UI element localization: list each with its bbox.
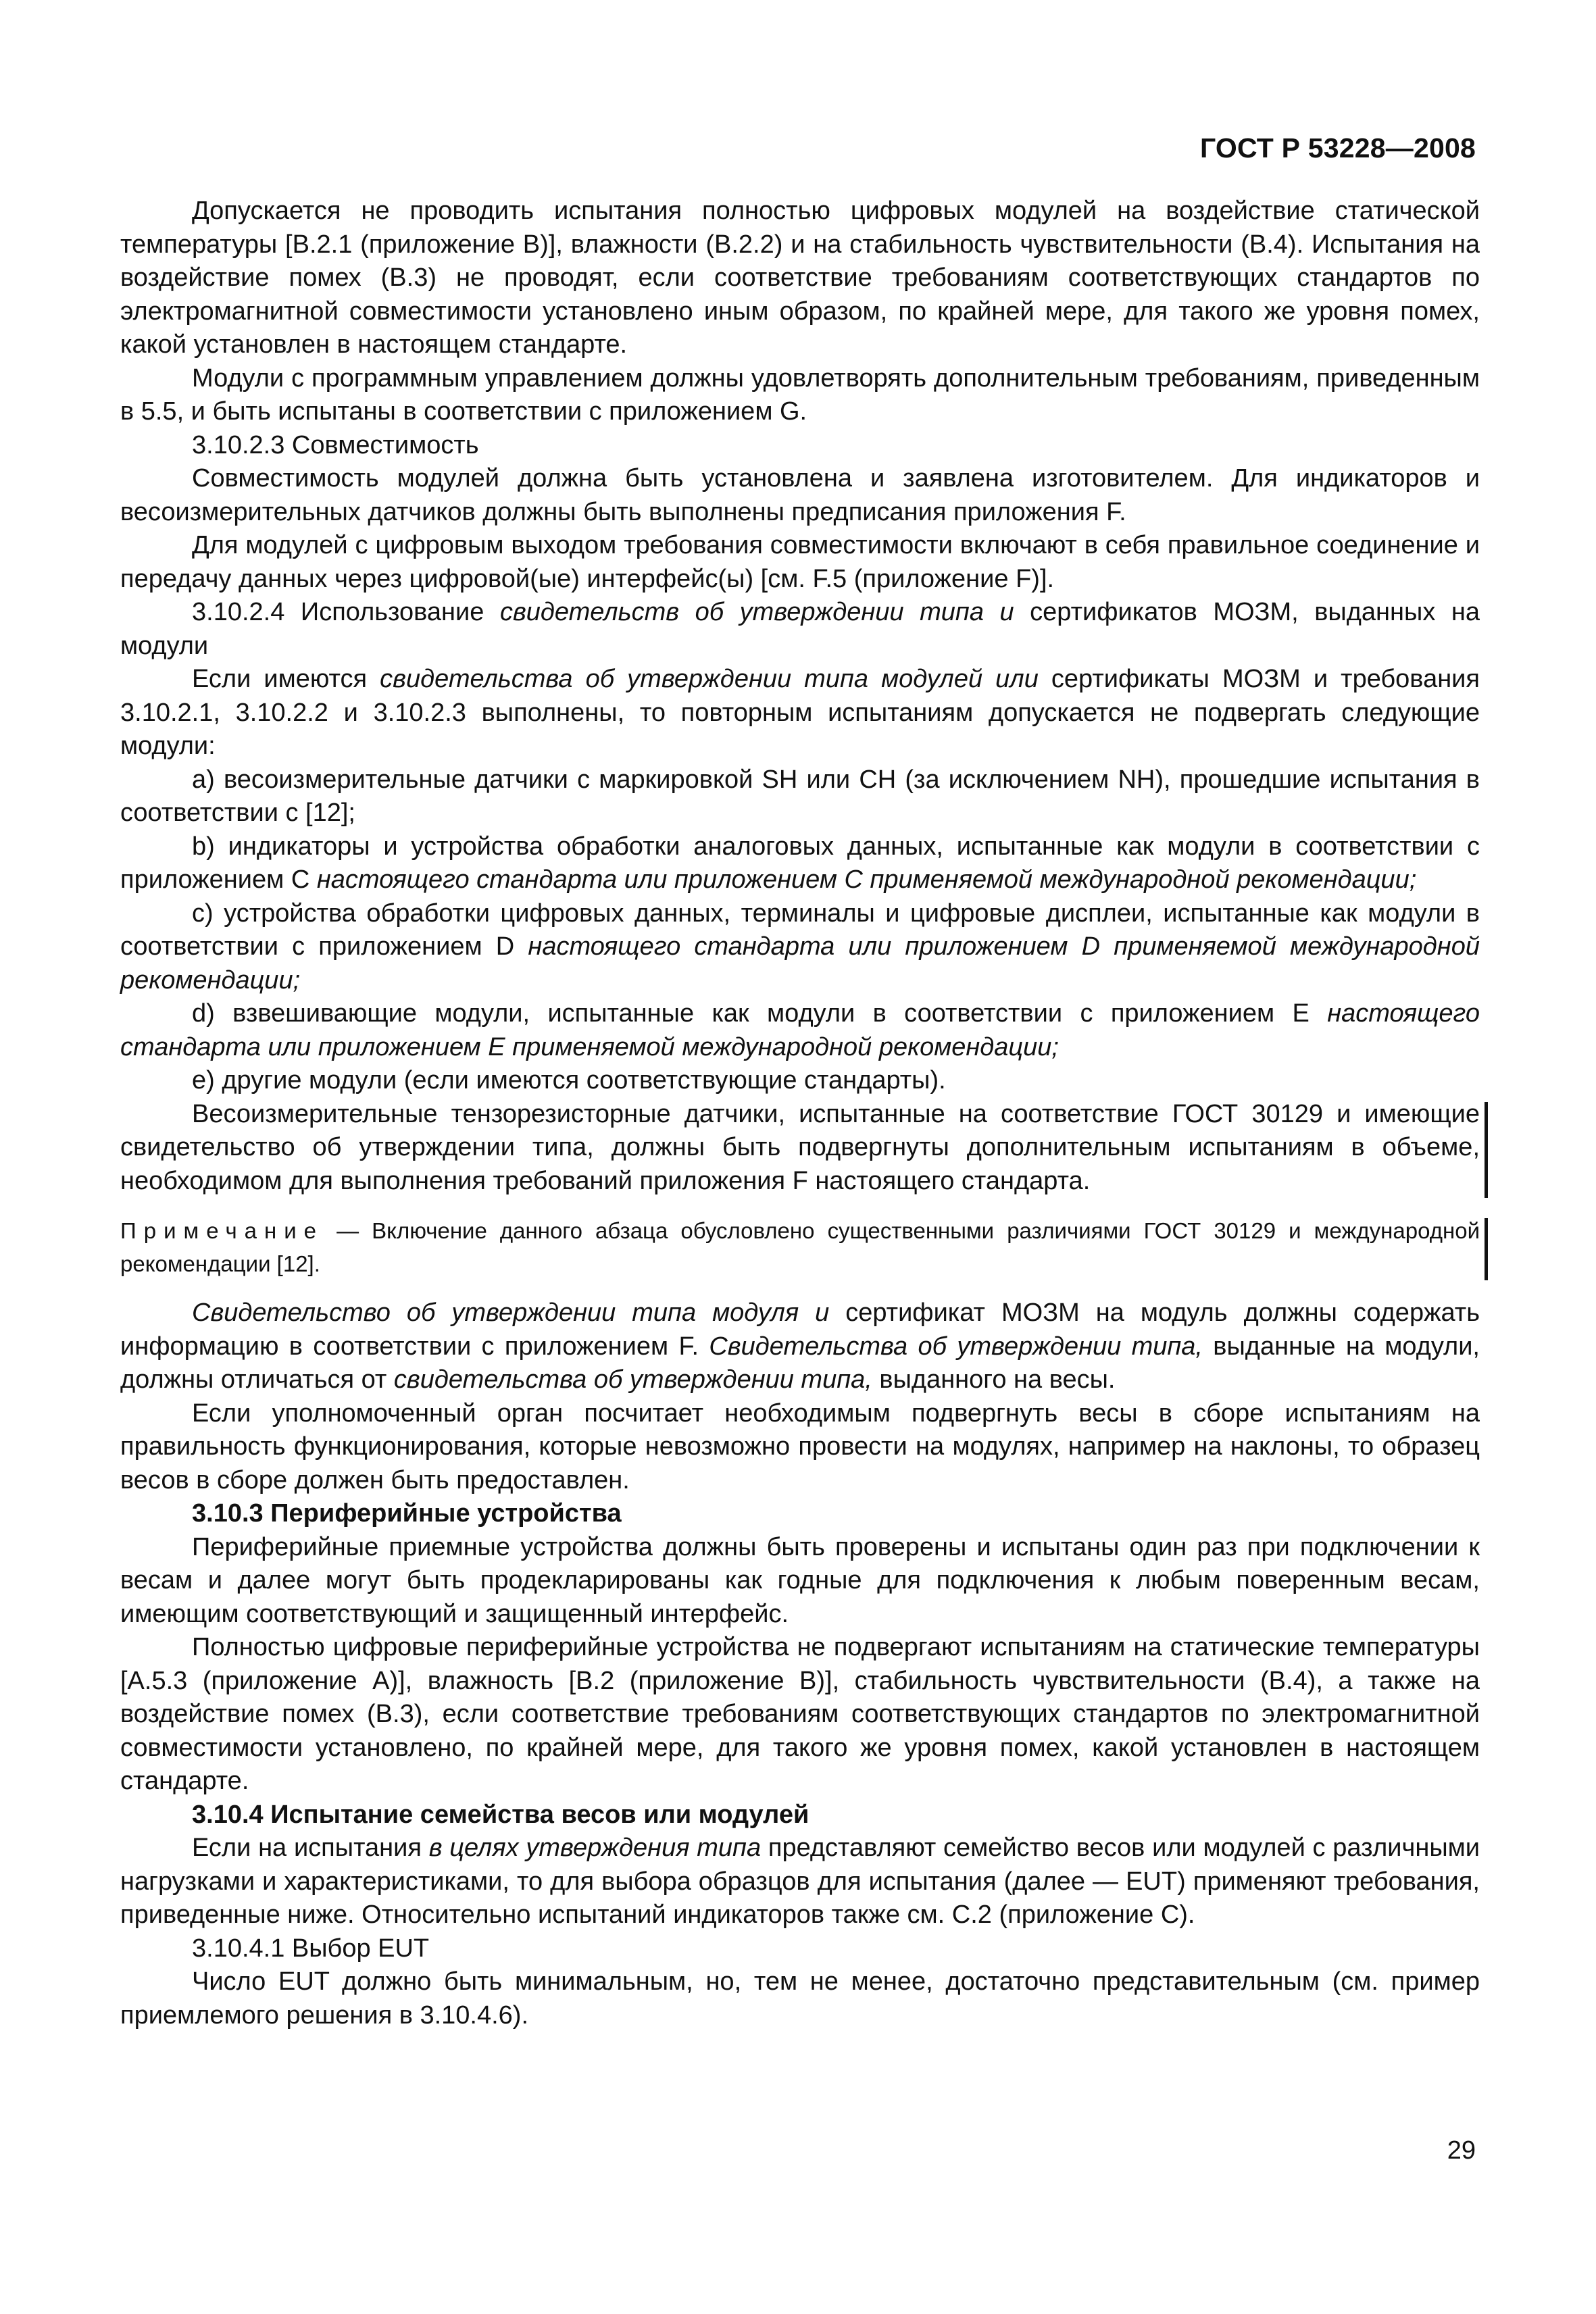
paragraph — [120, 596, 1480, 663]
italic-text: свидетельства об утверждении типа модулей или — [380, 665, 1039, 693]
paragraph — [120, 1832, 1480, 1932]
text-run: Для модулей с цифровым выходом требования совместимости включают в себя правильное соединение и передачу данных через цифровой(ые) интерфейс(ы) [см. F.5 (приложение F)]. — [120, 531, 1480, 593]
text-run: Весоизмерительные тензорезисторные датчики, испытанные на соответствие ГОСТ 30129 и имеющие свидетельство об утверждении типа, должны быть подвергнуты дополнительным испытаниям в объеме, необходимом для выполнения требований приложения F настоящего стандарта. — [120, 1099, 1480, 1195]
paragraph — [120, 195, 1480, 362]
paragraph — [120, 897, 1480, 998]
text-run: Полностью цифровые периферийные устройства не подвергают испытаниям на статические температуры [A.5.3 (приложение A)], влажность [B.2 (приложение B)], стабильность чувствительности (B.4), а также на воздействие помех (B.3), если соответствие требованиям соответствующих стандартов по электромагнитной совместимости установлено, по крайней мере, для такого же уровня помех, какой установлен в настоящем стандарте. — [120, 1633, 1480, 1795]
paragraph — [120, 663, 1480, 763]
paragraph — [120, 830, 1480, 897]
text-run: 3.10.4 Испытание семейства весов или модулей — [192, 1800, 809, 1829]
text-run: 3.10.2.4 Использование — [192, 598, 500, 626]
change-bar — [1485, 1102, 1488, 1199]
paragraph — [120, 1531, 1480, 1632]
paragraph — [120, 763, 1480, 830]
section-heading — [120, 1497, 1480, 1531]
text-run: Совместимость модулей должна быть установлена и заявлена изготовителем. Для индикаторов и весоизмерительных датчиков должны быть выполнены предписания приложения F. — [120, 464, 1480, 526]
italic-text: свидетельства об утверждении типа, — [393, 1365, 872, 1394]
paragraph — [120, 1965, 1480, 2032]
text-run: Допускается не проводить испытания полностью цифровых модулей на воздействие статической температуры [B.2.1 (приложение B)], влажности (B.2.2) и на стабильность чувствительности (B.4). Испытания на воздействие помех (B.3) не проводят, если соответствие требованиям соответствующих стандартов по электромагнитной совместимости установлено иным образом, по крайней мере, для такого же уровня помех, какой установлен в настоящем стандарте. — [120, 197, 1480, 359]
italic-text: в целях утверждения типа — [428, 1834, 762, 1862]
text-run: сертификатов МОЗМ, выданных на модули — [120, 598, 1480, 660]
text-run: d) взвешивающие модули, испытанные как модули в соответствии с приложением E — [192, 999, 1328, 1028]
italic-text: Свидетельства об утверждении типа, — [709, 1332, 1203, 1361]
standard-designation: ГОСТ Р 53228—2008 — [1200, 132, 1476, 164]
text-run: c) устройства обработки цифровых данных, терминалы и цифровые дисплеи, испытанные как модули в соответствии с приложением D — [120, 899, 1480, 961]
text-run: выданные на модули, должны отличаться от — [120, 1332, 1480, 1394]
text-run: сертификаты МОЗМ и требования 3.10.2.1, 3.10.2.2 и 3.10.2.3 выполнены, то повторным испытаниям допускается не подвергать следующие модули: — [120, 665, 1480, 760]
text-run: Периферийные приемные устройства должны быть проверены и испытаны один раз при подключении к весам и далее могут быть продекларированы как годные для подключения к любым поверенным весам, имеющим соответствующий и защищенный интерфейс. — [120, 1532, 1480, 1628]
section-heading — [120, 1799, 1480, 1832]
text-run: сертификат МОЗМ на модуль должны содержать информацию в соответствии с приложением F. — [120, 1299, 1480, 1361]
text-run: Число EUT должно быть минимальным, но, тем не менее, достаточно представительным (см. пример приемлемого решения в 3.10.4.6). — [120, 1967, 1480, 2030]
text-run: Если на испытания — [192, 1834, 429, 1862]
text-run: Примечание — [120, 1218, 324, 1243]
text-run: представляют семейство весов или модулей с различными нагрузками и характеристиками, то для выбора образцов для испытания (далее — EUT) применяют требования, приведенные ниже. Относительно испытаний индикаторов также см. С.2 (приложение С). — [120, 1834, 1480, 1929]
paragraph — [120, 362, 1480, 429]
text-run: выданного на весы. — [872, 1365, 1116, 1394]
italic-text: свидетельств об утверждении типа и — [499, 598, 1014, 626]
paragraph — [120, 1631, 1480, 1799]
italic-text: Свидетельство об утверждении типа модуля и — [192, 1299, 830, 1327]
paragraph — [120, 462, 1480, 529]
text-run: a) весоизмерительные датчики с маркировкой SH или CH (за исключением NH), прошедшие испытания в соответствии с [12]; — [120, 765, 1480, 827]
paragraph — [120, 1397, 1480, 1498]
italic-text: настоящего стандарта или приложением С применяемой международной рекомендации; — [316, 865, 1417, 894]
text-run: Если имеются — [192, 665, 380, 693]
note-paragraph — [120, 1214, 1480, 1280]
italic-text: настоящего стандарта или приложением D применяемой международной рекомендации; — [120, 932, 1480, 995]
paragraph — [120, 997, 1480, 1064]
paragraph — [120, 529, 1480, 596]
page-number: 29 — [1447, 2136, 1476, 2165]
paragraph — [120, 1297, 1480, 1397]
text-run: 3.10.2.3 Совместимость — [192, 430, 479, 459]
paragraph — [120, 1098, 1480, 1199]
italic-text: настоящего стандарта или приложением E применяемой международной рекомендации; — [120, 999, 1480, 1061]
text-run: Модули с программным управлением должны удовлетворять дополнительным требованиям, приведенным в 5.5, и быть испытаны в соответствии с приложением G. — [120, 363, 1480, 426]
text-run: — Включение данного абзаца обусловлено существенными различиями ГОСТ 30129 и международной рекомендации [12]. — [120, 1218, 1480, 1276]
paragraph — [120, 1932, 1480, 1966]
text-run: 3.10.3 Периферийные устройства — [192, 1499, 622, 1528]
text-run: b) индикаторы и устройства обработки аналоговых данных, испытанные как модули в соответствии с приложением С — [120, 832, 1480, 894]
text-run: e) другие модули (если имеются соответствующие стандарты). — [192, 1066, 946, 1095]
paragraph — [120, 1064, 1480, 1098]
paragraph — [120, 429, 1480, 463]
text-run: 3.10.4.1 Выбор EUT — [192, 1934, 430, 1963]
change-bar — [1485, 1218, 1488, 1280]
text-run: Если уполномоченный орган посчитает необходимым подвергнуть весы в сборе испытаниям на правильность функционирования, которые невозможно провести на модулях, например на наклоны, то образец весов в сборе должен быть предоставлен. — [120, 1399, 1480, 1494]
document-body — [120, 195, 1480, 2032]
